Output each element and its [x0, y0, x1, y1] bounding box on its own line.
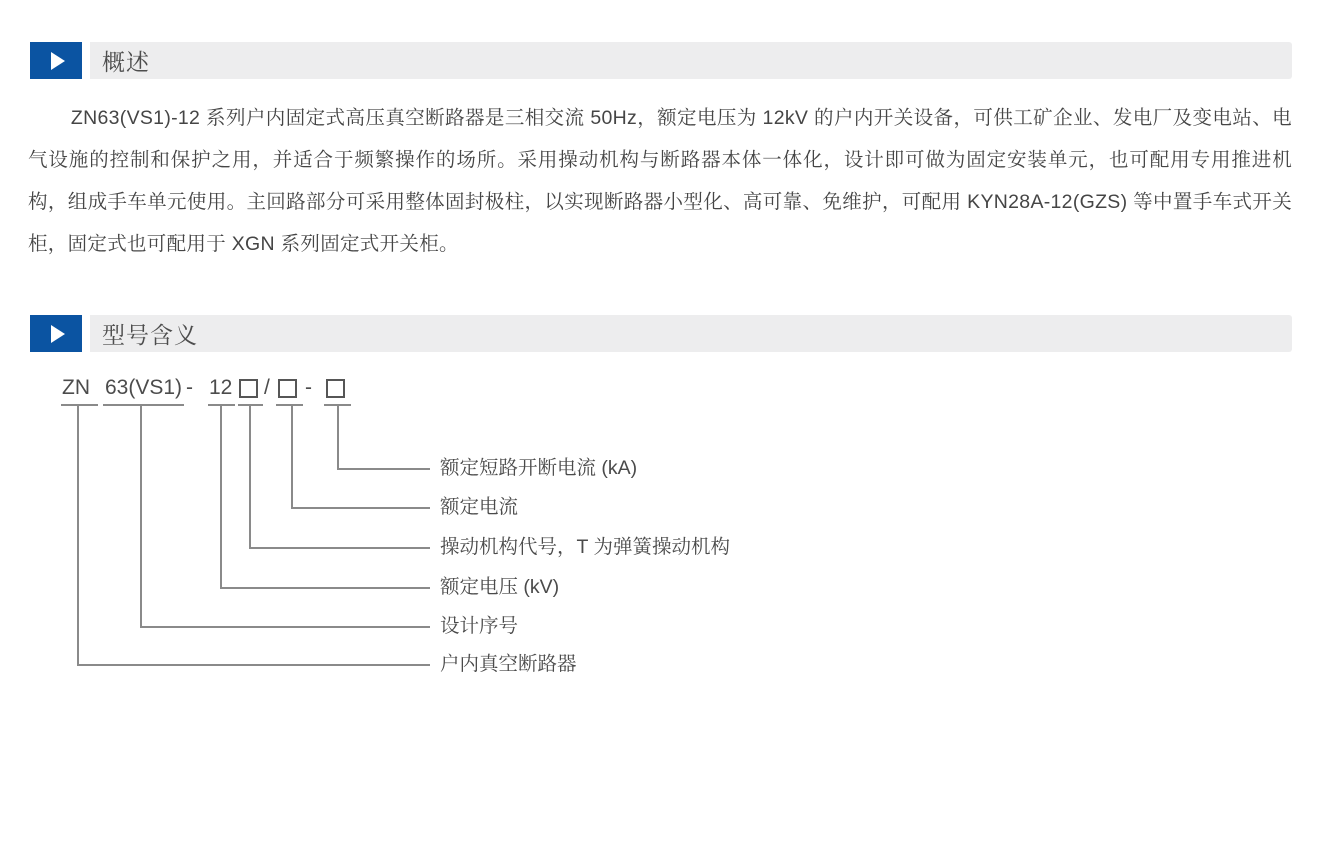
leader-line-horizontal [291, 507, 430, 509]
leader-line-vertical [220, 405, 222, 587]
header-accent-box [30, 42, 82, 79]
leader-line-horizontal [337, 468, 430, 470]
leader-line-horizontal [220, 587, 430, 589]
underline-segment [61, 404, 98, 406]
model-code-box-breaking-current [326, 379, 345, 398]
model-code-separator: - [305, 376, 312, 399]
model-designation-diagram [0, 368, 1320, 708]
overview-paragraph: ZN63(VS1)-12 系列户内固定式高压真空断路器是三相交流 50Hz，额定电压为 12kV 的户内开关设备，可供工矿企业、发电厂及变电站、电气设施的控制和保护之用，并适合于频繁操作的场所。采用操动机构与断路器本体一体化，设计即可做为固定安装单元，也可配用专用推进机构，组成手车单元使用。主回路部分可采用整体固封极柱，以实现断路器小型化、高可靠、免维护，可配用 KYN28A-12(GZS) 等中置手车式开关柜，固定式也可配用于 XGN 系列固定式开关柜。 [28, 107, 1292, 255]
play-triangle-icon [51, 52, 65, 70]
header-title-bar [90, 42, 1292, 79]
model-meaning-section-header [30, 315, 1292, 352]
leader-line-horizontal [249, 547, 430, 549]
underline-segment [103, 404, 184, 406]
model-code-separator: / [264, 376, 270, 399]
model-code-voltage: 12 [209, 376, 233, 399]
model-code-series: 63(VS1) [105, 376, 183, 399]
underline-segment [276, 404, 303, 406]
model-code-prefix: ZN [62, 376, 90, 399]
header-title-bar [90, 315, 1292, 352]
label-operating-mechanism: 操动机构代号，T 为弹簧操动机构 [440, 536, 730, 558]
label-rated-current: 额定电流 [440, 496, 519, 518]
header-accent-box [30, 315, 82, 352]
leader-line-vertical [291, 405, 293, 507]
label-indoor-vacuum-breaker: 户内真空断路器 [440, 653, 577, 675]
label-design-serial: 设计序号 [440, 615, 519, 637]
leader-line-vertical [249, 405, 251, 547]
leader-line-horizontal [140, 626, 430, 628]
leader-line-horizontal [77, 664, 430, 666]
play-triangle-icon [51, 325, 65, 343]
leader-line-vertical [77, 405, 79, 664]
model-code-box-mechanism [239, 379, 258, 398]
leader-line-vertical [337, 405, 339, 468]
overview-section-title: 概述 [102, 49, 150, 75]
label-rated-breaking-current: 额定短路开断电流 (kA) [440, 457, 638, 479]
leader-line-vertical [140, 405, 142, 626]
model-code-separator: - [186, 376, 193, 399]
model-meaning-section-title: 型号含义 [102, 322, 198, 348]
model-code-box-current [278, 379, 297, 398]
label-rated-voltage: 额定电压 (kV) [440, 576, 560, 598]
overview-section-header [30, 42, 1292, 79]
